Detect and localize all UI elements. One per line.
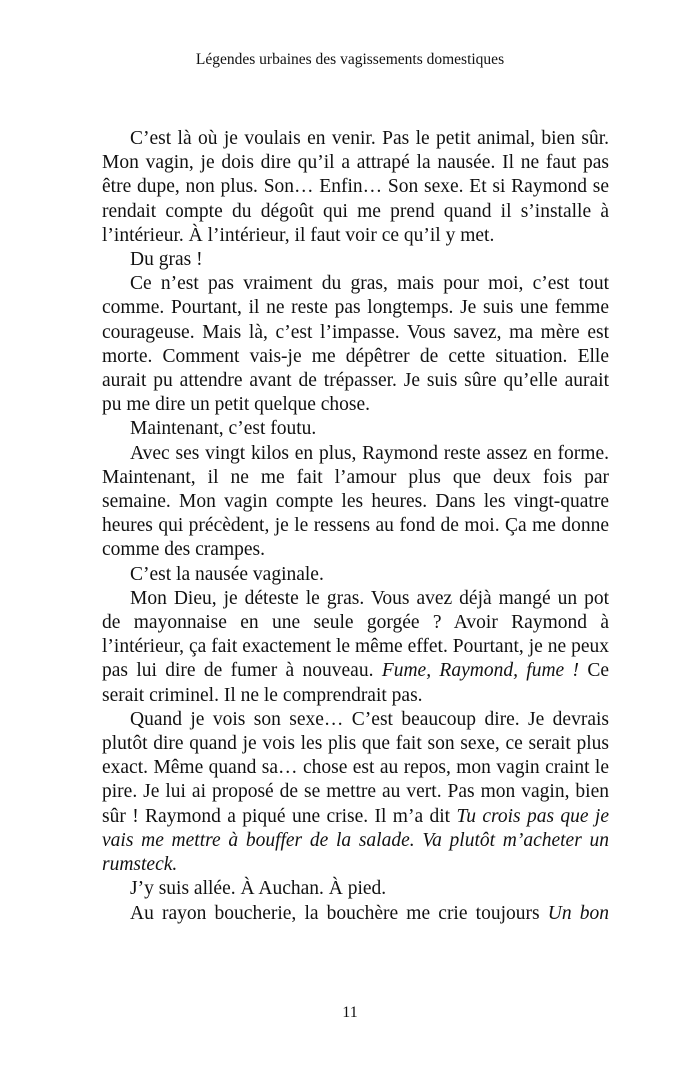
running-head: Légendes urbaines des vagissements domestiques (195, 51, 505, 68)
paragraph-8 (102, 708, 609, 877)
paragraph-7-after: Ce serait criminel. Il ne le comprendrait pas. (102, 660, 610, 706)
paragraph-8-italic: Tu crois pas que je vais me mettre à bouffer de la salade. Va plutôt m’acheter un rumsteck. (102, 805, 610, 876)
body-text (102, 127, 609, 926)
paragraph-10 (102, 902, 609, 926)
paragraph-6: C’est la nausée vaginale. (130, 563, 324, 585)
paragraph-5: Avec ses vingt kilos en plus, Raymond reste assez en forme. Maintenant, il ne me fait l’amour plus que deux fois par semaine. Mon vagin compte les heures. Dans les vingt-quatre heures qui précèdent, je le ressens au fond de moi. Ça me donne comme des crampes. (102, 442, 609, 561)
paragraph-9: J’y suis allée. À Auchan. À pied. (130, 878, 387, 900)
page-number: 11 (342, 1004, 358, 1021)
paragraph-1: C’est là où je voulais en venir. Pas le petit animal, bien sûr. Mon vagin, je dois dire qu’il a attrapé la nausée. Il ne faut pas être dupe, non plus. Son… Enfin… Son sexe. Et si Raymond se rendait compte du dégoût qui me prend quand il s’installe à l’intérieur. À l’intérieur, il faut voir ce qu’il y met. (102, 128, 609, 246)
paragraph-7-text: Mon Dieu, je déteste le gras. Vous avez déjà mangé un pot de mayonnaise en une seule gorgée ? Avoir Raymond à l’intérieur, ça fait exactement le même effet. Pourtant, je ne peux pas lui dire de fumer à nouveau. (102, 587, 609, 682)
paragraph-8-text: Quand je vois son sexe… C’est beaucoup dire. Je devrais plutôt dire quand je vois les plis que fait son sexe, ce serait plus exact. Même quand sa… chose est au repos, mon vagin craint le pire. Je lui ai proposé de se mettre au vert. Pas mon vagin, bien sûr ! Raymond a piqué une crise. Il m’a dit (102, 708, 609, 827)
paragraph-2: Du gras ! (130, 249, 203, 271)
paragraph-10-text: Au rayon boucherie, la bouchère me crie toujours (130, 902, 540, 924)
paragraph-3: Ce n’est pas vraiment du gras, mais pour moi, c’est tout comme. Pourtant, il ne reste pas longtemps. Je suis une femme courageuse. Mais là, c’est l’impasse. Vous savez, ma mère est morte. Comment vais-je me dépêtrer de cette situation. Elle aurait pu attendre avant de trépasser. Je suis sûre qu’elle aurait pu me dire un petit quelque chose. (102, 273, 609, 416)
paragraph-4: Maintenant, c’est foutu. (130, 418, 317, 440)
paragraph-7 (102, 587, 609, 708)
paragraph-10-italic: Un bon (547, 902, 610, 924)
paragraph-7-italic: Fume, Raymond, fume ! (381, 660, 580, 682)
